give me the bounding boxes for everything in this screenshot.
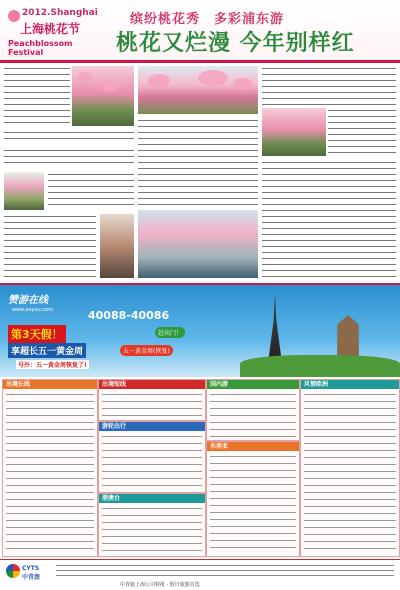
ad-brand: 赞游在线 bbox=[8, 295, 48, 306]
ad-box-europe bbox=[300, 379, 400, 557]
ad-banner bbox=[0, 285, 400, 377]
ad-box-lines bbox=[102, 433, 202, 490]
ad-box-southeast-asia bbox=[206, 441, 300, 557]
article-body bbox=[0, 64, 400, 282]
blossom-shape bbox=[198, 70, 228, 86]
article-text-col2 bbox=[138, 118, 258, 206]
tulip-garden-photo bbox=[4, 172, 44, 210]
festival-logo bbox=[6, 6, 102, 56]
article-text-col3c bbox=[262, 160, 396, 278]
ad-box-lines bbox=[102, 505, 202, 554]
header-divider bbox=[0, 60, 400, 63]
branch-address-lines bbox=[56, 563, 394, 579]
ad-box-hkmacau bbox=[98, 493, 206, 557]
ad-box-lines bbox=[102, 391, 202, 418]
ad-slogan-sub: 号外：五一黄金周恢复了! bbox=[18, 362, 87, 369]
ad-bubble-1: 五一黄金周(恢复) bbox=[120, 345, 173, 356]
blossom-avenue-photo bbox=[138, 66, 258, 114]
article-text-col1c bbox=[4, 148, 134, 168]
ad-box-lines bbox=[304, 391, 396, 554]
greenery-shape bbox=[240, 355, 400, 377]
article-text-col3 bbox=[262, 66, 396, 106]
blossom-shape bbox=[102, 80, 120, 92]
ad-box-cruise bbox=[98, 421, 206, 493]
article-text-col1d bbox=[48, 172, 134, 210]
ad-url: www.aoyou.com bbox=[12, 307, 53, 313]
orchard-closeup-photo bbox=[262, 108, 326, 156]
logo-year: 2012.Shanghai bbox=[22, 8, 98, 18]
blossom-shape bbox=[233, 78, 253, 90]
ad-phone: 40088-40086 bbox=[88, 309, 170, 322]
ad-headline: 第3天假！ bbox=[8, 325, 66, 343]
peach-orchard-photo bbox=[72, 66, 134, 126]
cyts-logo-icon bbox=[6, 564, 20, 578]
ad-box-shorthaul bbox=[98, 379, 206, 421]
article-text-col1e bbox=[4, 214, 96, 278]
footer-slogan: 中青旅上海公司特批 · 假日旅游首选 bbox=[120, 582, 200, 588]
logo-cn: 上海桃花节 bbox=[20, 22, 81, 36]
ad-box-lines bbox=[6, 391, 94, 554]
boat-parade-photo bbox=[138, 210, 258, 278]
blossom-shape bbox=[148, 74, 170, 88]
ad-box-domestic bbox=[206, 379, 300, 441]
ad-box-header: 游轮出行 bbox=[99, 422, 205, 431]
page-subtitle: 缤纷桃花秀 多彩浦东游 bbox=[130, 12, 285, 27]
page-title: 桃花又烂漫 今年别样红 bbox=[116, 31, 355, 56]
ad-box-header: 国内游 bbox=[207, 380, 299, 389]
page-header bbox=[0, 0, 400, 62]
travel-advertisement bbox=[0, 285, 400, 590]
logo-en: Peachblossom Festival bbox=[8, 39, 73, 57]
article-text-col3b bbox=[328, 108, 396, 156]
ad-product-grid bbox=[0, 379, 400, 557]
ad-box-lines bbox=[210, 391, 296, 438]
article-text-col1b bbox=[4, 130, 134, 144]
cyts-logo-text: CYTS 中青旅 bbox=[22, 565, 41, 581]
ad-bubble-2: 赶出门！ bbox=[155, 327, 185, 338]
peach-flower-icon bbox=[8, 10, 20, 22]
ad-box-header: 出境短线 bbox=[99, 380, 205, 389]
ad-box-lines bbox=[210, 453, 296, 554]
blossom-shape bbox=[78, 72, 92, 82]
ad-box-header: 港澳台 bbox=[99, 494, 205, 503]
ad-box-longhaul bbox=[2, 379, 98, 557]
ad-footer bbox=[0, 559, 400, 590]
article-text-col1 bbox=[4, 66, 70, 126]
visitors-photo bbox=[100, 214, 134, 278]
ad-box-header: 东南亚 bbox=[207, 442, 299, 451]
ad-slogan-main: 享超长五一黄金周 bbox=[8, 343, 86, 358]
ad-box-header: 风情欧洲 bbox=[301, 380, 399, 389]
ad-box-header: 出境长线 bbox=[3, 380, 97, 389]
eiffel-tower-icon bbox=[268, 293, 282, 363]
cyts-logo bbox=[6, 564, 46, 586]
